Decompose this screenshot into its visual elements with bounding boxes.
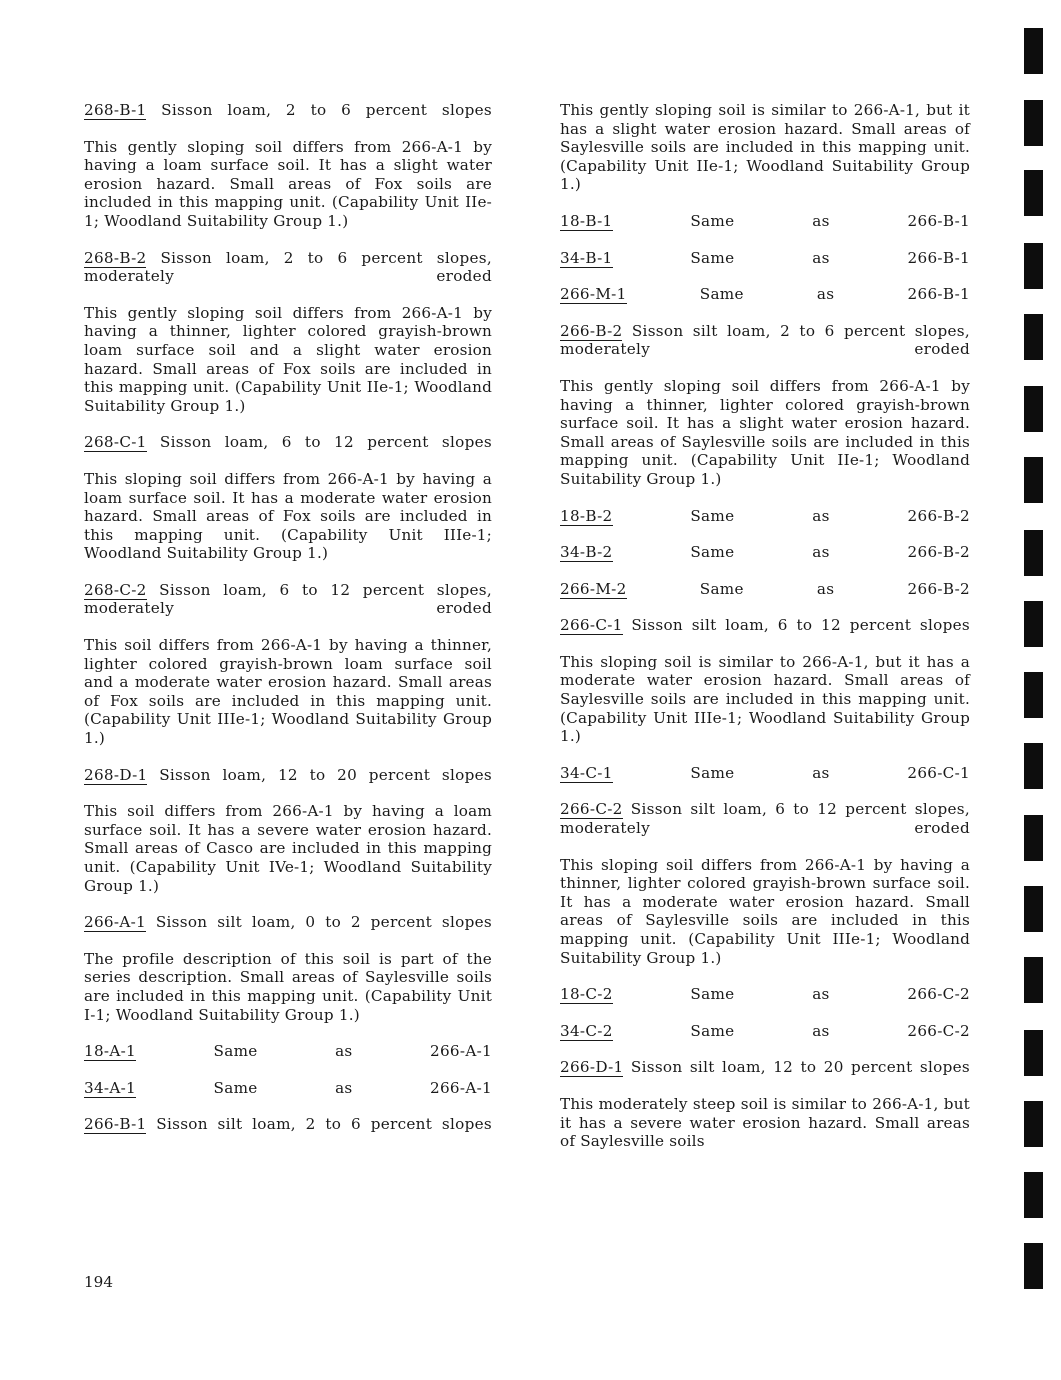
soil-entry <box>84 1079 492 1098</box>
soil-entry <box>560 800 970 967</box>
map-unit-code: 268-C-2 <box>84 580 147 599</box>
entry-heading <box>560 322 970 359</box>
map-unit-code: 266-D-1 <box>560 1058 624 1077</box>
map-unit-title: Sisson loam, 12 to 20 percent slopes <box>159 765 492 784</box>
soil-entry <box>560 212 970 231</box>
map-unit-title: Same as 266-A-1 <box>213 1042 492 1061</box>
edge-marker <box>1024 601 1043 647</box>
soil-entry <box>560 507 970 526</box>
entry-heading <box>560 800 970 837</box>
map-unit-title: Sisson silt loam, 2 to 6 percent slopes <box>156 1115 492 1134</box>
soil-entry <box>84 101 492 231</box>
entry-description: This gently sloping soil differs from 266-A-1 by having a thinner, lighter colored grayish-brown surface soil. It has a slight water erosion hazard. Small areas of Saylesville soils are included in this mapping unit. (Capability Unit IIe-1; Woodland Suitability Group 1.) <box>560 376 970 488</box>
right-column <box>560 101 970 1169</box>
map-unit-code: 268-D-1 <box>84 765 148 784</box>
entry-heading <box>560 507 970 526</box>
map-unit-code: 266-A-1 <box>84 913 146 932</box>
map-unit-title: Sisson silt loam, 12 to 20 percent slopes <box>630 1058 970 1077</box>
edge-markers <box>1024 0 1044 1380</box>
map-unit-code: 266-M-1 <box>560 285 627 304</box>
entry-description: The profile description of this soil is part of the series description. Small areas of Saylesville soils are included in this mapping unit. (Capability Unit I-1; Woodland Suitability Group 1.) <box>84 949 492 1024</box>
entry-heading <box>84 249 492 286</box>
entry-heading <box>84 1079 492 1098</box>
map-unit-code: 34-B-2 <box>560 543 613 562</box>
entry-description: This sloping soil differs from 266-A-1 by having a thinner, lighter colored grayish-brown surface soil. It has a moderate water erosion hazard. Small areas of Saylesville soils are included in this mapping unit. (Capability Unit IIIe-1; Woodland Suitability Group 1.) <box>560 855 970 967</box>
map-unit-title: Sisson loam, 2 to 6 percent slopes, moderately eroded <box>84 248 492 286</box>
soil-entry <box>560 616 970 746</box>
edge-marker <box>1024 243 1043 289</box>
edge-marker <box>1024 1030 1043 1076</box>
map-unit-code: 266-M-2 <box>560 579 627 598</box>
entry-heading <box>560 580 970 599</box>
soil-entry <box>84 766 492 896</box>
map-unit-code: 34-A-1 <box>84 1078 137 1097</box>
entry-heading <box>84 913 492 932</box>
map-unit-title: Same as 266-B-2 <box>690 506 970 525</box>
map-unit-title: Same as 266-C-2 <box>690 985 970 1004</box>
map-unit-title: Same as 266-C-2 <box>690 1021 970 1040</box>
edge-marker <box>1024 386 1043 432</box>
edge-marker <box>1024 314 1043 360</box>
entry-heading <box>560 1022 970 1041</box>
edge-marker <box>1024 886 1043 932</box>
soil-entry <box>560 285 970 304</box>
entry-description: This gently sloping soil differs from 266-A-1 by having a thinner, lighter colored grayish-brown loam surface soil and a slight water erosion hazard. Small areas of Fox soils are included in this mapping unit. (Capability Unit IIe-1; Woodland Suitability Group 1.) <box>84 303 492 415</box>
soil-entry <box>84 913 492 1024</box>
map-unit-title: Same as 266-C-1 <box>690 763 970 782</box>
soil-entry <box>560 322 970 489</box>
entry-description: This sloping soil is similar to 266-A-1, but it has a moderate water erosion hazard. Small areas of Saylesville soils are included in this mapping unit. (Capability Unit IIIe-1; Woodland Suitability Group 1.) <box>560 652 970 746</box>
map-unit-code: 34-C-1 <box>560 763 613 782</box>
soil-entry <box>84 1115 492 1134</box>
map-unit-title: Same as 266-B-1 <box>690 211 970 230</box>
edge-marker <box>1024 170 1043 216</box>
edge-marker <box>1024 1172 1043 1218</box>
entry-heading <box>560 985 970 1004</box>
entry-description: This sloping soil differs from 266-A-1 by having a loam surface soil. It has a moderate water erosion hazard. Small areas of Fox soils are included in this mapping unit. (Capability Unit IIIe-1; Woodland Suitability Group 1.) <box>84 469 492 563</box>
entry-heading <box>560 764 970 783</box>
soil-entry <box>560 101 970 194</box>
soil-entry <box>84 249 492 416</box>
map-unit-code: 18-B-1 <box>560 211 613 230</box>
map-unit-title: Sisson silt loam, 6 to 12 percent slopes, moderately eroded <box>560 800 970 838</box>
entry-heading <box>84 101 492 120</box>
edge-marker <box>1024 28 1043 74</box>
edge-marker <box>1024 672 1043 718</box>
entry-heading <box>560 1058 970 1077</box>
map-unit-code: 266-B-1 <box>84 1115 147 1134</box>
soil-entry <box>84 1042 492 1061</box>
map-unit-title: Same as 266-B-2 <box>690 543 970 562</box>
edge-marker <box>1024 743 1043 789</box>
map-unit-code: 34-C-2 <box>560 1021 613 1040</box>
map-unit-code: 34-B-1 <box>560 248 613 267</box>
map-unit-title: Same as 266-B-1 <box>690 248 970 267</box>
entry-description: This soil differs from 266-A-1 by having a loam surface soil. It has a severe water erosion hazard. Small areas of Casco are included in this mapping unit. (Capability Unit IVe-1; Woodland Suitability Group 1.) <box>84 802 492 895</box>
map-unit-code: 18-B-2 <box>560 506 613 525</box>
map-unit-title: Sisson silt loam, 6 to 12 percent slopes <box>631 616 970 635</box>
soil-entry <box>560 249 970 268</box>
soil-entry <box>560 1058 970 1150</box>
map-unit-title: Sisson loam, 6 to 12 percent slopes <box>159 433 492 452</box>
map-unit-code: 268-C-1 <box>84 433 147 452</box>
entry-description: This gently sloping soil is similar to 266-A-1, but it has a slight water erosion hazard. Small areas of Saylesville soils are included in this mapping unit. (Capability Unit IIe-1; Woodland Suitability Group 1.) <box>560 101 970 194</box>
edge-marker <box>1024 815 1043 861</box>
soil-entry <box>560 1022 970 1041</box>
map-unit-title: Same as 266-B-2 <box>699 579 970 598</box>
soil-entry <box>560 985 970 1004</box>
edge-marker <box>1024 957 1043 1003</box>
soil-entry <box>560 543 970 562</box>
map-unit-code: 268-B-1 <box>84 101 147 119</box>
soil-entry <box>84 433 492 563</box>
entry-heading <box>84 433 492 452</box>
map-unit-title: Same as 266-A-1 <box>213 1078 492 1097</box>
soil-entry <box>560 764 970 783</box>
map-unit-code: 266-B-2 <box>560 321 623 340</box>
map-unit-code: 268-B-2 <box>84 248 147 267</box>
left-column <box>84 101 492 1152</box>
map-unit-code: 266-C-2 <box>560 800 623 819</box>
edge-marker <box>1024 1243 1043 1289</box>
edge-marker <box>1024 457 1043 503</box>
entry-description: This soil differs from 266-A-1 by having a thinner, lighter colored grayish-brown loam surface soil and a moderate water erosion hazard. Small areas of Fox soils are included in this mapping unit. (Capability Unit IIIe-1; Woodland Suitability Group 1.) <box>84 636 492 748</box>
entry-heading <box>560 543 970 562</box>
edge-marker <box>1024 1101 1043 1147</box>
entry-heading <box>560 212 970 231</box>
map-unit-title: Sisson silt loam, 2 to 6 percent slopes, moderately eroded <box>560 321 970 359</box>
entry-heading <box>84 1115 492 1134</box>
entry-heading <box>560 249 970 268</box>
soil-entry <box>84 581 492 748</box>
map-unit-title: Sisson loam, 2 to 6 percent slopes <box>161 101 492 119</box>
map-unit-title: Sisson silt loam, 0 to 2 percent slopes <box>155 913 492 932</box>
soil-entry <box>560 580 970 599</box>
edge-marker <box>1024 100 1043 146</box>
map-unit-title: Same as 266-B-1 <box>699 285 970 304</box>
entry-heading <box>560 616 970 635</box>
map-unit-code: 18-A-1 <box>84 1042 137 1061</box>
entry-heading <box>84 1042 492 1061</box>
entry-heading <box>84 766 492 785</box>
entry-heading <box>560 285 970 304</box>
map-unit-code: 18-C-2 <box>560 985 613 1004</box>
map-unit-title: Sisson loam, 6 to 12 percent slopes, moderately eroded <box>84 580 492 618</box>
entry-heading <box>84 581 492 618</box>
entry-description: This gently sloping soil differs from 266-A-1 by having a loam surface soil. It has a slight water erosion hazard. Small areas of Fox soils are included in this mapping unit. (Capability Unit IIe-1; Woodland Suitability Group 1.) <box>84 137 492 230</box>
map-unit-code: 266-C-1 <box>560 616 623 635</box>
page-number: 194 <box>84 1273 113 1291</box>
entry-description: This moderately steep soil is similar to 266-A-1, but it has a severe water erosion hazard. Small areas of Saylesville soils <box>560 1094 970 1151</box>
edge-marker <box>1024 530 1043 576</box>
